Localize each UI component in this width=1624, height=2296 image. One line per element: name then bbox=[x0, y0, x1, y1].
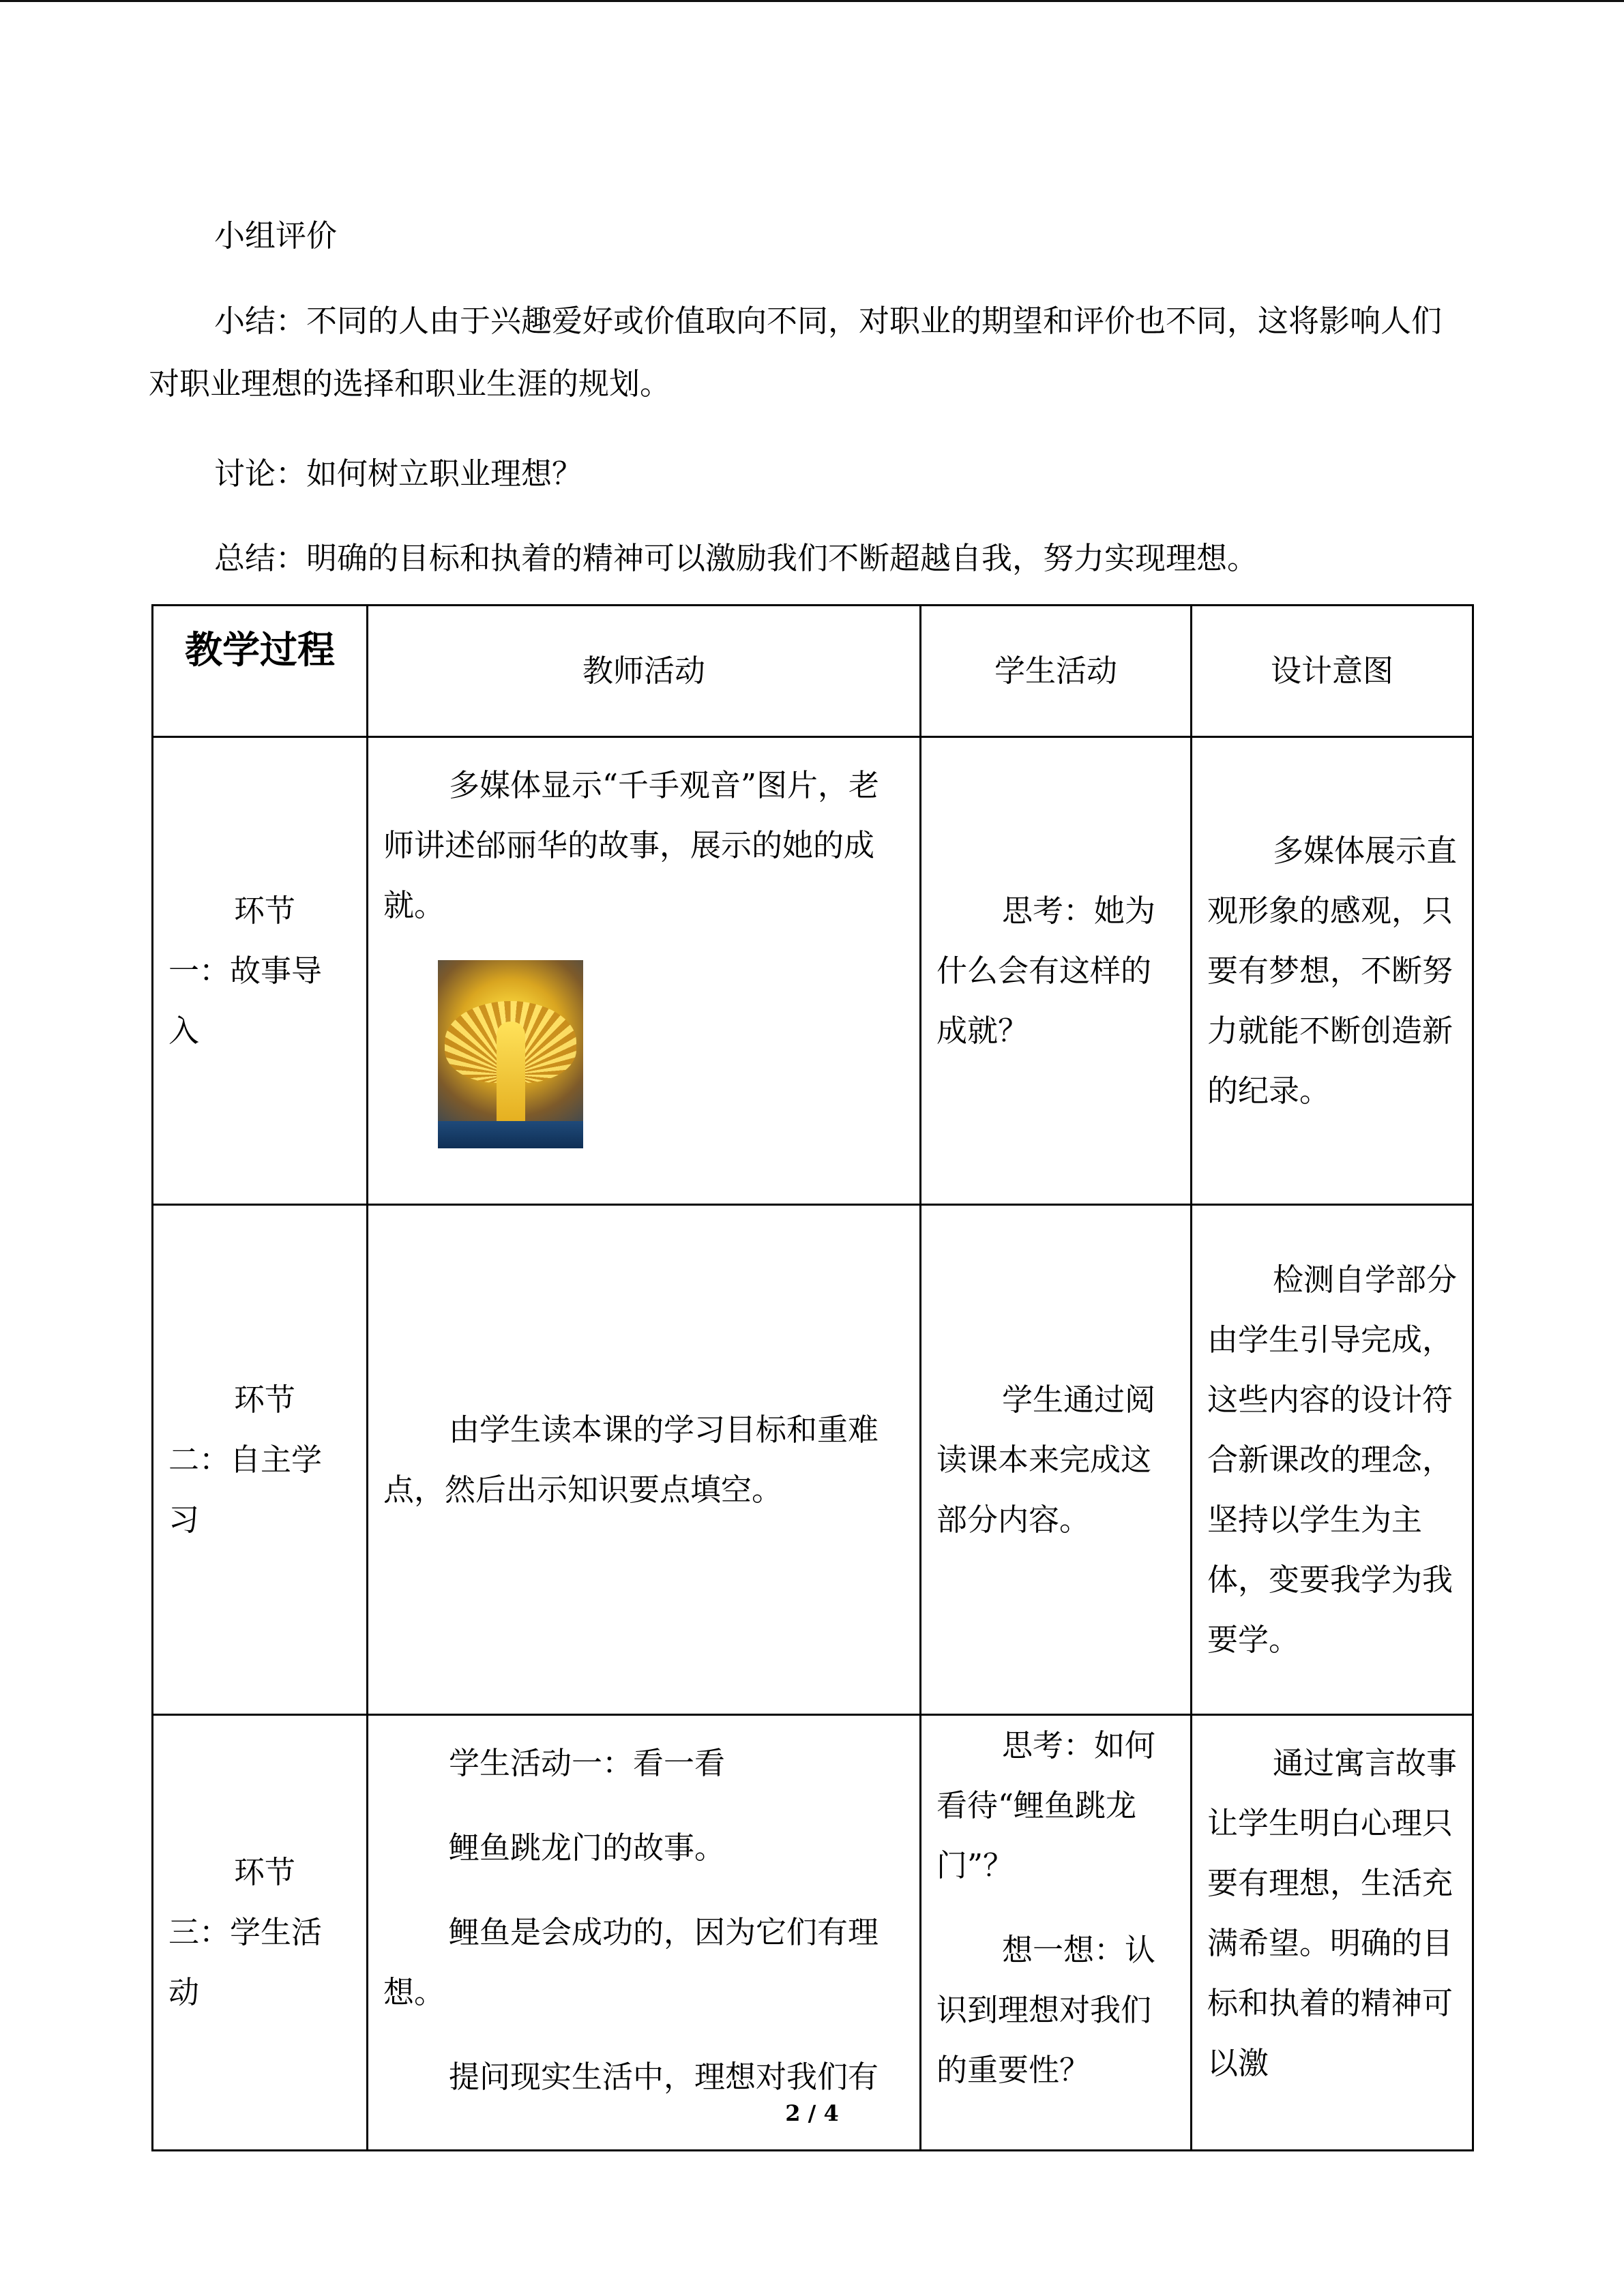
page-number: 2 / 4 bbox=[785, 2100, 839, 2126]
stage-label: 环节二：自主学习 bbox=[168, 1381, 323, 1538]
top-border-line bbox=[0, 0, 1624, 2]
teaching-process-table bbox=[151, 604, 1474, 2151]
thousand-hand-guanyin-photo bbox=[438, 960, 583, 1148]
table-row bbox=[153, 737, 1473, 1205]
paragraph-summary-1: 小结：不同的人由于兴趣爱好或价值取向不同，对职业的期望和评价也不同，这将影响人们对职业理想的选择和职业生涯的规划。 bbox=[149, 303, 1443, 402]
teacher-activity-line: 提问现实生活中，理想对我们有 bbox=[449, 2059, 879, 2095]
design-intent-cell bbox=[1192, 737, 1473, 1205]
table-row bbox=[153, 1205, 1473, 1715]
teacher-activity-cell bbox=[368, 737, 921, 1205]
teacher-activity-line: 鲤鱼跳龙门的故事。 bbox=[449, 1830, 726, 1866]
header-design-intent: 设计意图 bbox=[1192, 606, 1473, 737]
teacher-activity-text: 多媒体显示“千手观音”图片，老师讲述邰丽华的故事，展示的她的成就。 bbox=[383, 767, 880, 923]
photo-stage-floor bbox=[438, 1121, 583, 1148]
stage-cell bbox=[153, 737, 368, 1205]
header-teacher-activity: 教师活动 bbox=[368, 606, 921, 737]
stage-cell bbox=[153, 1205, 368, 1715]
student-activity-cell bbox=[921, 1205, 1192, 1715]
paragraph-summary-2: 总结：明确的目标和执着的精神可以激励我们不断超越自我，努力实现理想。 bbox=[214, 540, 1258, 576]
design-intent-text: 检测自学部分由学生引导完成，这些内容的设计符合新课改的理念，坚持以学生为主体，变要我学为我要学。 bbox=[1207, 1261, 1458, 1658]
teacher-activity-text: 由学生读本课的学习目标和重难点，然后出示知识要点填空。 bbox=[383, 1411, 879, 1508]
stage-label: 环节一：故事导入 bbox=[168, 892, 323, 1049]
stage-label: 环节三：学生活动 bbox=[168, 1854, 323, 2010]
design-intent-text: 通过寓言故事让学生明白心理只要有理想，生活充满希望。明确的目标和执着的精神可以激 bbox=[1207, 1745, 1458, 2081]
teacher-activity-cell bbox=[368, 1715, 921, 2151]
teacher-activity-line: 鲤鱼是会成功的，因为它们有理想。 bbox=[383, 1914, 879, 2010]
header-student-activity: 学生活动 bbox=[921, 606, 1192, 737]
teacher-activity-line: 学生活动一：看一看 bbox=[449, 1745, 726, 1781]
design-intent-cell bbox=[1192, 1205, 1473, 1715]
student-activity-text: 学生通过阅读课本来完成这部分内容。 bbox=[936, 1381, 1156, 1538]
paragraph-group-eval: 小组评价 bbox=[214, 218, 338, 254]
design-intent-text: 多媒体展示直观形象的感观，只要有梦想，不断努力就能不断创造新的纪录。 bbox=[1207, 832, 1458, 1109]
table-row bbox=[153, 1715, 1473, 2151]
student-activity-cell bbox=[921, 737, 1192, 1205]
table-header-row bbox=[153, 606, 1473, 737]
design-intent-cell bbox=[1192, 1715, 1473, 2151]
header-teaching-process: 教学过程 bbox=[153, 606, 368, 737]
student-activity-text: 思考：她为什么会有这样的成就？ bbox=[936, 892, 1156, 1049]
student-activity-cell bbox=[921, 1715, 1192, 2151]
student-activity-line: 想一想：认识到理想对我们的重要性？ bbox=[936, 1932, 1156, 2088]
stage-cell bbox=[153, 1715, 368, 2151]
teacher-activity-cell bbox=[368, 1205, 921, 1715]
paragraph-discussion: 讨论：如何树立职业理想？ bbox=[214, 456, 583, 492]
student-activity-line: 思考：如何看待“鲤鱼跳龙门”？ bbox=[936, 1727, 1156, 1883]
